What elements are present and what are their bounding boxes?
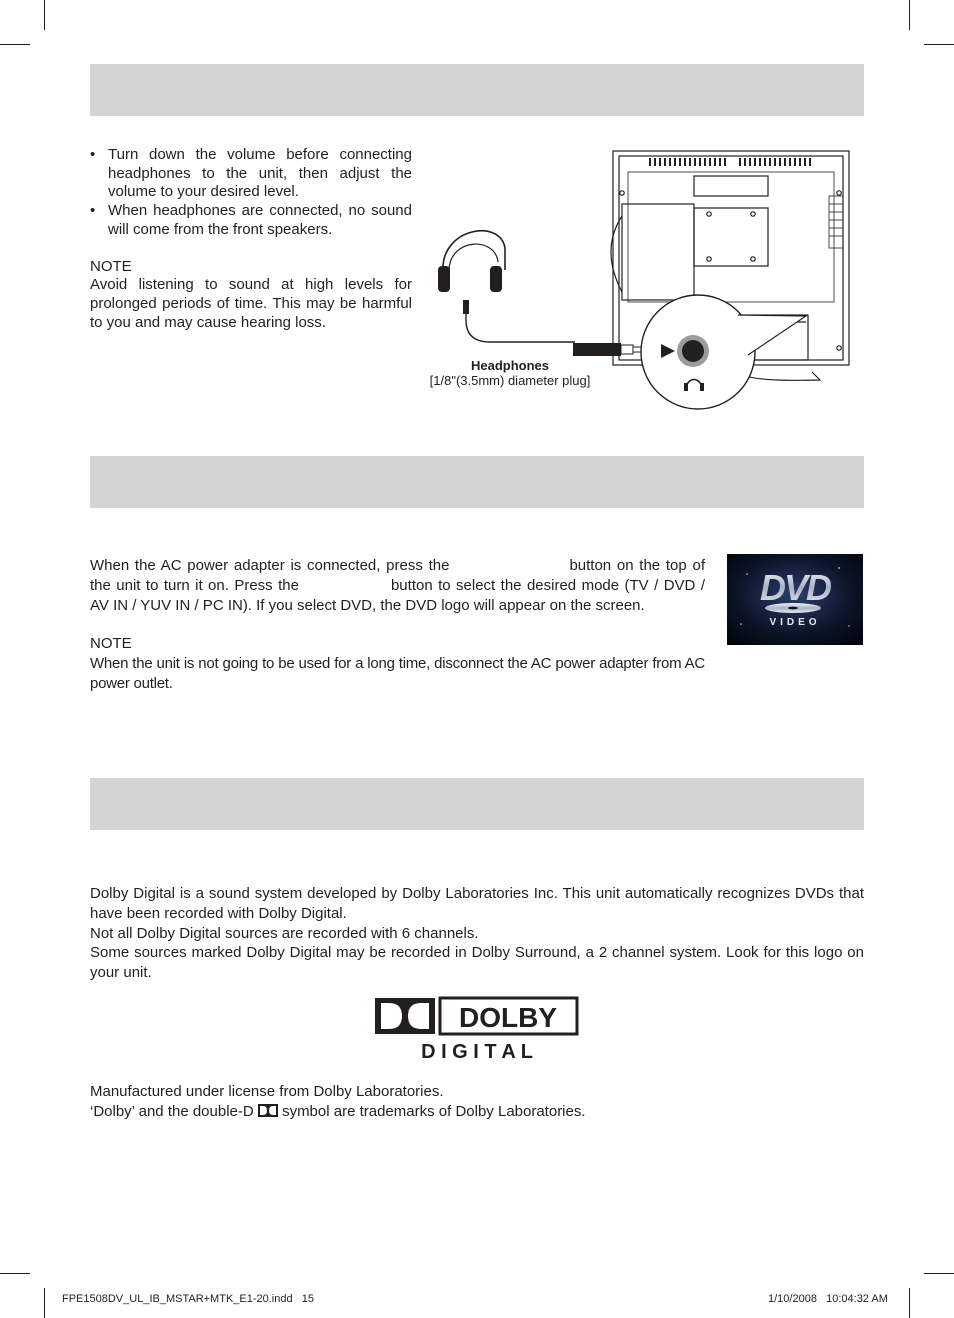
- caption-title: Headphones: [470, 358, 549, 373]
- dolby-license-text: [90, 1082, 864, 1122]
- crop-mark: [909, 0, 910, 30]
- dolby-logo-word: DOLBY: [459, 1002, 557, 1033]
- list-item: • Turn down the volume before connecting headphones to the unit, then adjust the volume to your desired level.: [90, 146, 412, 202]
- crop-mark: [44, 0, 45, 30]
- power-text-part: button to select the desired mode (TV / DVD / AV IN / YUV IN / PC IN). If you select DVD, the DVD logo will appear on the screen.: [90, 577, 705, 614]
- dolby-text: [90, 884, 864, 983]
- crop-mark: [44, 1288, 45, 1318]
- crop-mark: [924, 1273, 954, 1274]
- headphones-bullet-list: [90, 146, 412, 240]
- license-line: Manufactured under license from Dolby Laboratories.: [90, 1083, 444, 1100]
- headphones-text: [90, 146, 412, 332]
- list-item: • When headphones are connected, no sound will come from the front speakers.: [90, 202, 412, 239]
- section-header-bar-headphones: [90, 64, 864, 116]
- license-line: [90, 1102, 864, 1122]
- dvd-video-logo-image: [727, 554, 863, 645]
- section-header-bar-dolby: [90, 778, 864, 830]
- crop-mark: [909, 1288, 910, 1318]
- crop-mark: [0, 1273, 30, 1274]
- dolby-paragraph: Dolby Digital is a sound system developed by Dolby Laboratories Inc. This unit automatically recognizes DVDs that have been recorded with Dolby Digital.: [90, 885, 864, 922]
- footer-filename: FPE1508DV_UL_IB_MSTAR+MTK_E1-20.indd 15: [62, 1293, 315, 1305]
- crop-mark: [924, 44, 954, 45]
- dvd-logo-main: DVD: [759, 567, 831, 608]
- double-d-symbol-icon: [258, 1104, 278, 1117]
- license-text-part: ‘Dolby’ and the double-D: [90, 1103, 254, 1120]
- power-text-part: When the AC power adapter is connected, press the: [90, 557, 450, 574]
- dolby-logo-sub: D I G I T A L: [421, 1041, 533, 1061]
- note-text: When the unit is not going to be used for a long time, disconnect the AC power adapter from AC power outlet.: [90, 655, 705, 692]
- power-text-part: button on the top of the unit to turn it on. Press the: [90, 557, 705, 594]
- dolby-paragraph: Not all Dolby Digital sources are recorded with 6 channels.: [90, 924, 479, 942]
- power-paragraph: [90, 556, 705, 616]
- caption-detail: [1/8"(3.5mm) diameter plug]: [429, 373, 591, 388]
- license-text-part: symbol are trademarks of Dolby Laboratories.: [282, 1103, 586, 1120]
- dolby-digital-logo: [375, 996, 580, 1061]
- dvd-logo-sub: VIDEO: [769, 617, 821, 628]
- footer-timestamp: 1/10/2008 10:04:32 AM: [768, 1293, 888, 1305]
- power-text: [90, 556, 705, 694]
- note-text: Avoid listening to sound at high levels for prolonged periods of time. This may be harmful to you and may cause hearing loss.: [90, 276, 412, 331]
- crop-mark: [0, 44, 30, 45]
- note-label: NOTE: [90, 257, 132, 275]
- headphones-caption: [415, 358, 605, 388]
- section-header-bar-power: [90, 456, 864, 508]
- note-label: NOTE: [90, 635, 132, 652]
- dolby-paragraph: Some sources marked Dolby Digital may be recorded in Dolby Surround, a 2 channel system. Look for this logo on your unit.: [90, 944, 864, 982]
